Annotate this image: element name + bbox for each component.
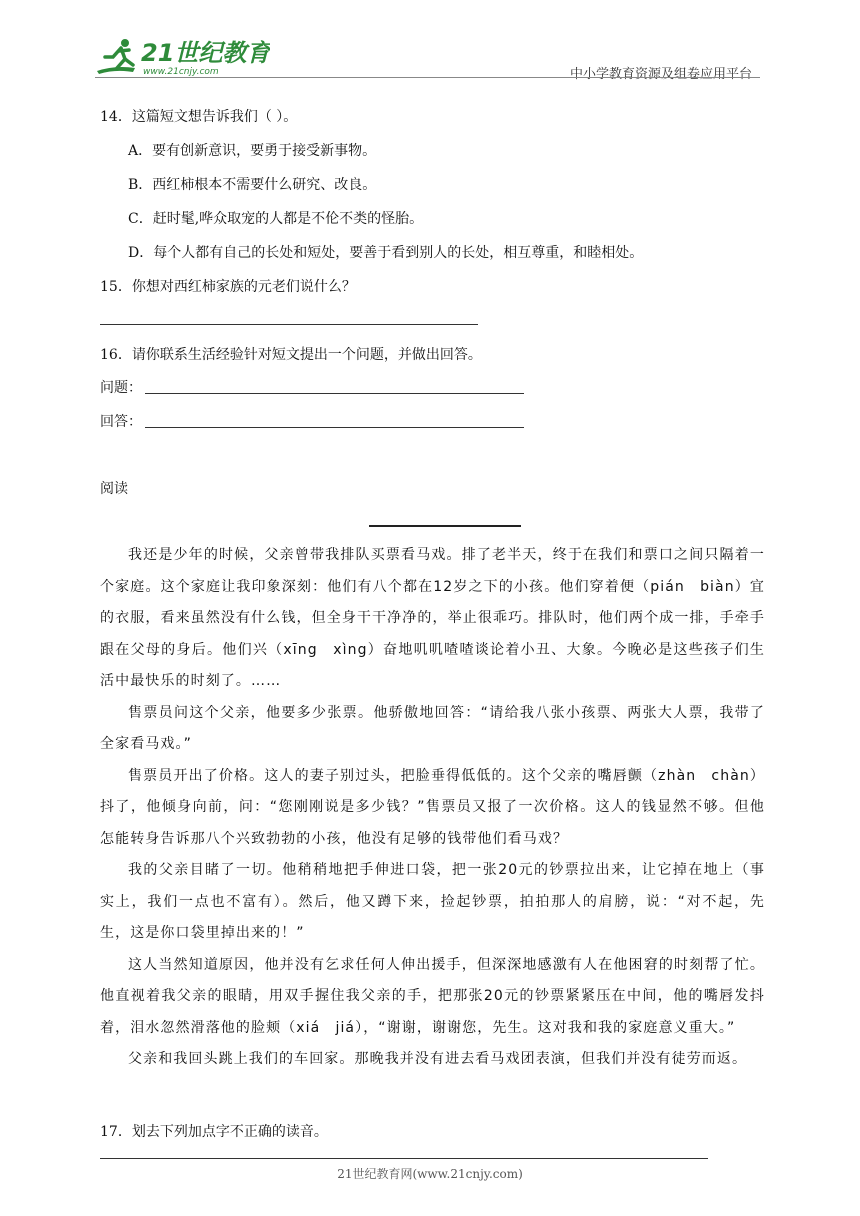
question-17: 17．划去下列加点字不正确的读音。 [100, 1124, 328, 1140]
passage-title-blank[interactable] [369, 525, 521, 527]
header-divider [95, 77, 760, 78]
reading-label: 阅读 [100, 481, 128, 497]
footer-divider [100, 1158, 708, 1159]
q14-option-a: A．要有创新意识，要勇于接受新事物。 [128, 143, 377, 159]
runner-logo-icon [95, 35, 270, 77]
footer-text: 21世纪教育网(www.21cnjy.com) [337, 1167, 523, 1181]
passage-paragraph: 售票员开出了价格。这人的妻子别过头，把脸垂得低低的。这个父亲的嘴唇颤（zhàn chàn）抖了，他倾身向前，问：“您刚刚说是多少钱？”售票员又报了一次价格。这人的钱显然不够。但他怎能转身告诉那八个兴致勃勃的小孩，他没有足够的钱带他们看马戏？ [100, 767, 765, 847]
question-15: 15．你想对西红柿家族的元老们说什么？ [100, 279, 356, 295]
passage-paragraph: 这人当然知道原因，他并没有乞求任何人伸出援手，但深深地感激有人在他困窘的时刻帮了忙。他直视着我父亲的眼睛，用双手握住我父亲的手，把那张20元的钞票紧紧压在中间，他的嘴唇发抖着，泪水忽然滑落他的脸颊（xiá jiá），“谢谢，谢谢您，先生。这对我和我的家庭意义重大。” [100, 956, 765, 1036]
platform-name: 中小学教育资源及组卷应用平台 [569, 67, 752, 82]
passage-paragraph: 父亲和我回头跳上我们的车回家。那晚我并没有进去看马戏团表演，但我们并没有徒劳而返。 [128, 1051, 748, 1067]
q14-option-c: C．赶时髦,哗众取宠的人都是不伦不类的怪胎。 [128, 211, 424, 227]
q16-answer-label: 回答： [100, 414, 142, 430]
q16-question-label: 问题： [100, 380, 142, 396]
question-16: 16．请你联系生活经验针对短文提出一个问题，并做出回答。 [100, 347, 482, 363]
page-header [95, 33, 760, 82]
passage-paragraph: 我的父亲目睹了一切。他稍稍地把手伸进口袋，把一张20元的钞票拉出来，让它掉在地上（事实上，我们一点也不富有）。然后，他又蹲下来，捡起钞票，拍拍那人的肩膀，说：“对不起，先生，这是你口袋里掉出来的！” [100, 862, 765, 941]
reading-passage [100, 540, 765, 1076]
q14-option-b: B．西红柿根本不需要什么研究、改良。 [128, 177, 377, 193]
q14-option-d: D．每个人都有自己的长处和短处，要善于看到别人的长处，相互尊重，和睦相处。 [128, 245, 644, 261]
svg-text:www.21cnjy.com: www.21cnjy.com [143, 67, 219, 77]
question-14: 14．这篇短文想告诉我们（ ）。 [100, 109, 298, 125]
passage-paragraph: 售票员问这个父亲，他要多少张票。他骄傲地回答：“请给我八张小孩票、两张大人票，我带了全家看马戏。” [100, 704, 765, 752]
q16-question-line[interactable] [145, 393, 524, 394]
svg-text:21世纪教育: 21世纪教育 [141, 39, 270, 67]
q16-answer-line[interactable] [145, 427, 524, 428]
passage-paragraph: 我还是少年的时候，父亲曾带我排队买票看马戏。排了老半天，终于在我们和票口之间只隔着一个家庭。这个家庭让我印象深刻：他们有八个都在12岁之下的小孩。他们穿着便（pián biàn）宜的衣服，看来虽然没有什么钱，但全身干干净净的，举止很乖巧。排队时，他们两个成一排，手牵手跟在父母的身后。他们兴（xīng xìng）奋地叽叽喳喳谈论着小丑、大象。今晚必是这些孩子们生活中最快乐的时刻了。…… [100, 547, 765, 689]
q15-answer-line[interactable] [100, 324, 478, 325]
logo [95, 35, 270, 77]
